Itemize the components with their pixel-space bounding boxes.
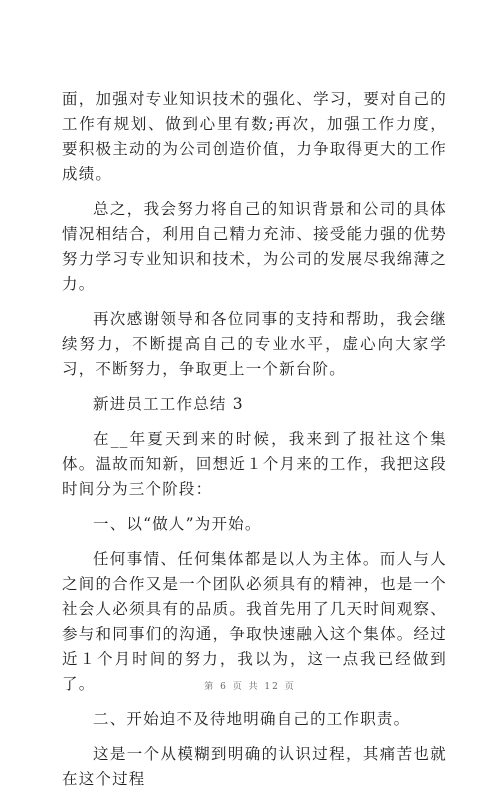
paragraph-intro: 在__年夏天到来的时候，我来到了报社这个集体。温故而知新，回想近１个月来的工作，我把这段时间分为三个阶段： — [62, 430, 447, 498]
paragraph-stage-two: 这是一个从模糊到明确的认识过程，其痛苦也就在这个过程 — [62, 745, 447, 788]
paragraph-thanks: 再次感谢领导和各位同事的支持和帮助，我会继续努力，不断提高自己的专业水平，虚心向大家学习，不断努力，争取更上一个新台阶。 — [62, 310, 447, 378]
subheading-stage-two: 二、开始迫不及待地明确自己的工作职责。 — [93, 710, 411, 728]
section-heading: 新进员工工作总结 3 — [93, 395, 244, 413]
paragraph-continuation: 面，加强对专业知识技术的强化、学习，要对自己的工作有规划、做到心里有数;再次，加强工作力度，要积极主动的为公司创造价值，力争取得更大的工作成绩。 — [62, 90, 447, 183]
paragraph-summary: 总之，我会努力将自己的知识背景和公司的具体情况相结合，利用自己精力充沛、接受能力强的优势努力学习专业知识和技术，为公司的发展尽我绵薄之力。 — [62, 200, 447, 293]
subheading-stage-one: 一、以“做人”为开始。 — [93, 515, 262, 533]
page-number-footer: 第 6 页 共 12 页 — [204, 682, 296, 692]
paragraph-stage-one: 任何事情、任何集体都是以人为主体。而人与人之间的合作又是一个团队必须具有的精神，也是一个社会人必须具有的品质。我首先用了几天时间观察、参与和同事们的沟通，争取快速融入这个集体。经过近１个月时间的努力，我以为，这一点我已经做到了。 — [62, 550, 447, 693]
